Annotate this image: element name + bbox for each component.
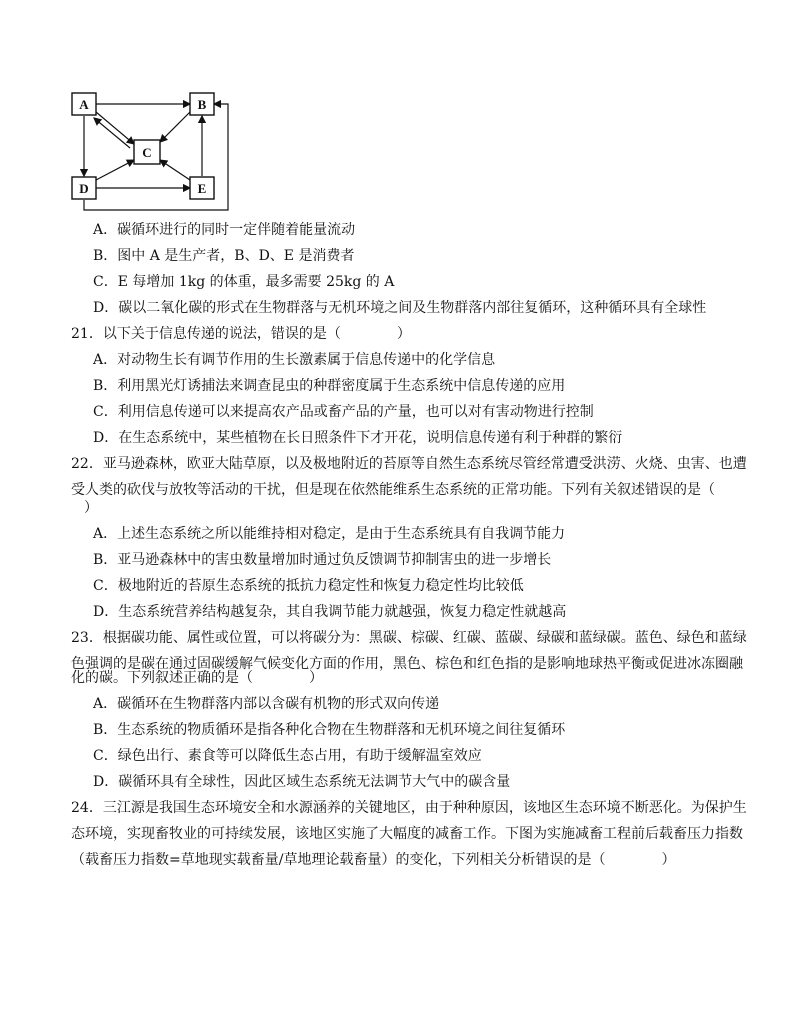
q21-option-c: C．利用信息传递可以来提高农产品或畜产品的产量，也可以对有害动物进行控制 (93, 404, 594, 420)
q23-stem-line2: 色强调的是碳在通过固碳缓解气候变化方面的作用，黑色、棕色和红色指的是影响地球热平衡或促进冰冻圈融 (71, 656, 743, 672)
q24-stem-line3: （载畜压力指数=草地现实载畜量/草地理论载畜量）的变化，下列相关分析错误的是（ ） (71, 852, 676, 868)
node-e-label: E (197, 181, 207, 196)
q22-option-b: B．亚马逊森林中的害虫数量增加时通过负反馈调节抑制害虫的进一步增长 (93, 552, 552, 568)
carbon-cycle-diagram (66, 88, 246, 218)
q20-option-c: C．E 每增加 1kg 的体重，最多需要 25kg 的 A (93, 274, 395, 290)
node-c-label: C (142, 145, 152, 160)
arrow-c-a (94, 118, 130, 148)
q23-stem-line1: 23．根据碳功能、属性或位置，可以将碳分为：黑碳、棕碳、红碳、蓝碳、绿碳和蓝绿碳。蓝色、绿色和蓝绿 (71, 630, 747, 646)
q21-stem: 21．以下关于信息传递的说法，错误的是（ ） (71, 326, 411, 342)
q22-option-c: C．极地附近的苔原生态系统的抵抗力稳定性和恢复力稳定性均比较低 (93, 578, 524, 594)
q23-option-b: B．生态系统的物质循环是指各种化合物在生物群落和无机环境之间往复循环 (93, 722, 566, 738)
q20-option-d: D．碳以二氧化碳的形式在生物群落与无机环境之间及生物群落内部往复循环，这种循环具有全球性 (93, 300, 707, 316)
q23-option-c: C．绿色出行、素食等可以降低生态占用，有助于缓解温室效应 (93, 748, 482, 764)
node-a-label: A (79, 97, 89, 112)
arrow-e-c (160, 160, 190, 180)
q20-option-b: B．图中 A 是生产者，B、D、E 是消费者 (93, 248, 355, 264)
q22-option-a: A．上述生态系统之所以能维持相对稳定，是由于生态系统具有自我调节能力 (93, 526, 566, 542)
arrow-a-c (96, 112, 134, 144)
q24-stem-line2: 态环境，实现畜牧业的可持续发展，该地区实施了大幅度的减畜工作。下图为实施减畜工程前后载畜压力指数 (71, 826, 743, 842)
q21-option-a: A．对动物生长有调节作用的生长激素属于信息传递中的化学信息 (93, 352, 496, 368)
q23-stem-line3: 化的碳。下列叙述正确的是（ ） (71, 670, 323, 686)
q23-option-a: A．碳循环在生物群落内部以含碳有机物的形式双向传递 (93, 696, 440, 712)
q22-stem-line1: 22．亚马逊森林，欧亚大陆草原，以及极地附近的苔原等自然生态系统尽管经常遭受洪涝、火烧、虫害、也遭 (71, 456, 747, 472)
q22-stem-line2: 受人类的砍伐与放牧等活动的干扰，但是现在依然能维系生态系统的正常功能。下列有关叙述错误的是（ (71, 482, 715, 498)
q24-stem-line1: 24．三江源是我国生态环境安全和水源涵养的关键地区，由于种种原因，该地区生态环境不断恶化。为保护生 (71, 800, 747, 816)
arrow-d-c (96, 160, 134, 180)
q23-option-d: D．碳循环具有全球性，因此区域生态系统无法调节大气中的碳含量 (93, 774, 511, 790)
arrow-b-c (160, 112, 190, 142)
node-b-label: B (197, 97, 207, 112)
q21-option-d: D．在生态系统中，某些植物在长日照条件下才开花，说明信息传递有利于种群的繁衍 (93, 430, 623, 446)
q20-option-a: A．碳循环进行的同时一定伴随着能量流动 (93, 222, 356, 238)
q22-stem-line3: ） (84, 500, 98, 516)
q22-option-d: D．生态系统营养结构越复杂，其自我调节能力就越强，恢复力稳定性就越高 (93, 604, 567, 620)
node-d-label: D (79, 181, 89, 196)
q21-option-b: B．利用黑光灯诱捕法来调查昆虫的种群密度属于生态系统中信息传递的应用 (93, 378, 566, 394)
